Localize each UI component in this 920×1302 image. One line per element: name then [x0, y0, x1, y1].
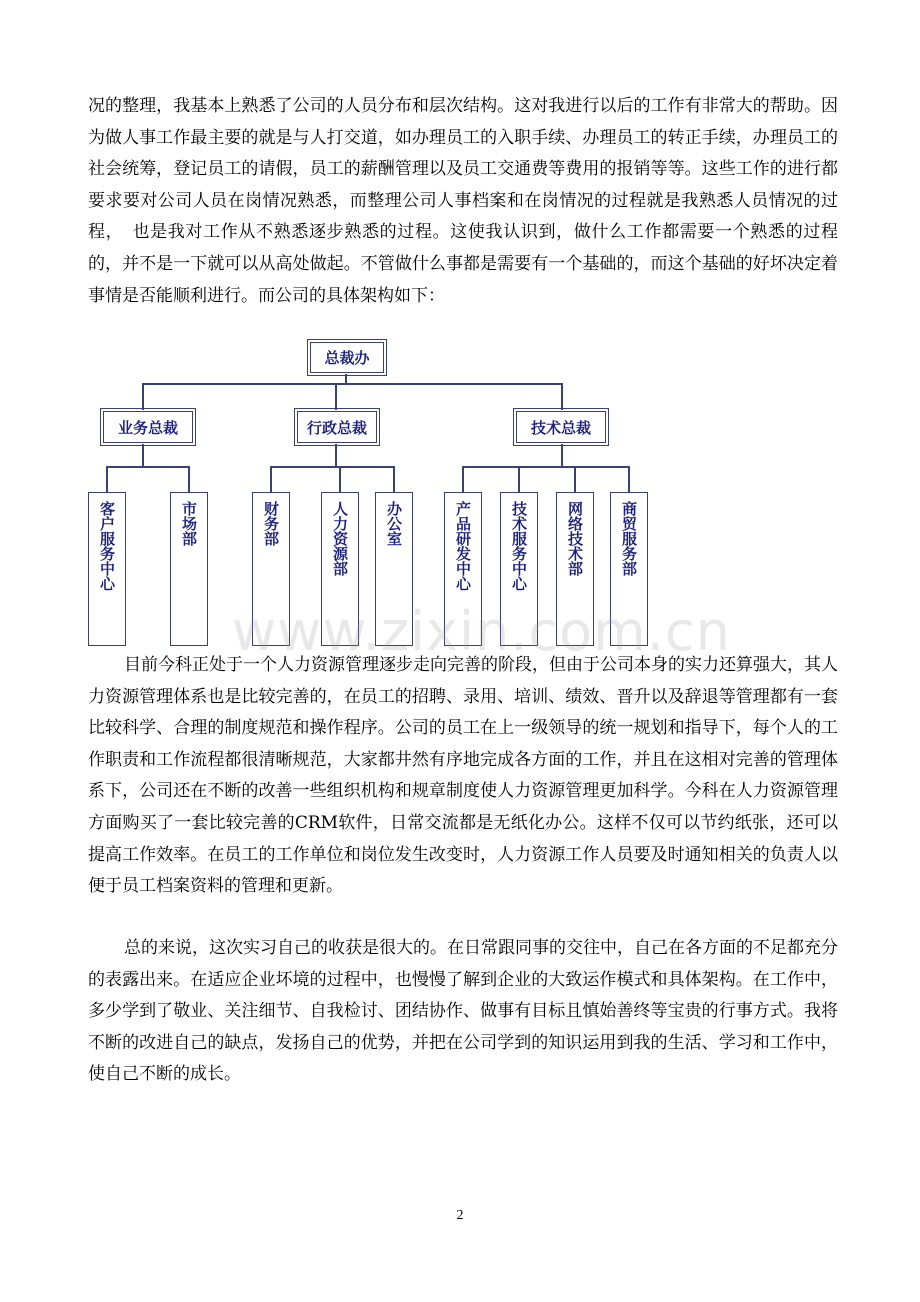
- org-node-marketing-dept: 市场部: [170, 492, 208, 646]
- connector: [142, 383, 563, 385]
- org-node-customer-service-center: 客户服务中心: [88, 492, 126, 646]
- connector: [561, 383, 563, 410]
- paragraph-2: 目前今科正处于一个人力资源管理逐步走向完善的阶段，但由于公司本身的实力还算强大，其人力资源管理体系也是比较完善的，在员工的招聘、录用、培训、绩效、晋升以及辞退等管理都有一套比较科学、合理的制度规范和操作程序。公司的员工在上一级领导的统一规划和指导下，每个人的工作职责和工作流程都很清晰规范，大家都井然有序地完成各方面的工作，并且在这相对完善的管理体系下，公司还在不断的改善一些组织机构和规章制度使人力资源管理更加科学。今科在人力资源管理方面购买了一套比较完善的CRM软件，日常交流都是无纸化办公。这样不仅可以节约纸张，还可以提高工作效率。在员工的工作单位和岗位发生改变时，人力资源工作人员要及时通知相关的负责人以便于员工档案资料的管理和更新。: [88, 655, 838, 897]
- org-node-tech-president: 技术总裁: [516, 411, 606, 443]
- org-node-office: 办公室: [375, 492, 413, 646]
- connector: [574, 466, 576, 492]
- connector: [142, 444, 144, 468]
- watermark: www.zixin.com.cn: [232, 600, 731, 663]
- connector: [335, 444, 337, 468]
- connector: [393, 466, 395, 492]
- org-node-network-tech-dept: 网络技术部: [556, 492, 594, 646]
- org-node-finance-dept: 财务部: [252, 492, 290, 646]
- connector: [518, 466, 520, 492]
- connector: [188, 466, 190, 492]
- connector: [339, 466, 341, 492]
- connector: [462, 466, 464, 492]
- connector: [270, 466, 395, 468]
- paragraph-3: 总的来说，这次实习自己的收获是很大的。在日常跟同事的交往中，自己在各方面的不足都充分的表露出来。在适应企业坏境的过程中，也慢慢了解到企业的大致运作模式和具体架构。在工作中，多少学到了敬业、关注细节、自我检讨、团结协作、做事有目标且慎始善终等宝贵的行事方式。我将不断的改进自己的缺点，发扬自己的优势，并把在公司学到的知识运用到我的生活、学习和工作中，使自己不断的成长。: [88, 938, 838, 1085]
- org-node-product-rd-center: 产品研发中心: [444, 492, 482, 646]
- connector: [106, 466, 108, 492]
- connector: [345, 374, 347, 384]
- connector: [462, 466, 630, 468]
- connector: [561, 444, 563, 468]
- paragraph-1: 况的整理，我基本上熟悉了公司的人员分布和层次结构。这对我进行以后的工作有非常大的帮助。因为做人事工作最主要的就是与人打交道，如办理员工的入职手续、办理员工的转正手续，办理员工的社会统筹，登记员工的请假，员工的薪酬管理以及员工交通费等费用的报销等等。这些工作的进行都要求要对公司人员在岗情况熟悉，而整理公司人事档案和在岗情况的过程就是我熟悉人员情况的过程， 也是我对工作从不熟悉逐步熟悉的过程。这使我认识到，做什么工作都需要一个熟悉的过程的，并不是一下就可以从高处做起。不管做什么事都是需要有一个基础的，而这个基础的好坏决定着事情是否能顺利进行。而公司的具体架构如下：: [88, 96, 838, 306]
- org-node-admin-president: 行政总裁: [297, 411, 377, 443]
- org-node-tech-service-center: 技术服务中心: [500, 492, 538, 646]
- connector: [628, 466, 630, 492]
- connector: [106, 466, 190, 468]
- connector: [335, 383, 337, 410]
- org-node-root: 总裁办: [310, 342, 384, 373]
- org-node-business-president: 业务总裁: [103, 411, 193, 443]
- connector: [142, 383, 144, 410]
- page-number: 2: [456, 1208, 464, 1223]
- connector: [270, 466, 272, 492]
- org-node-trade-service-dept: 商贸服务部: [610, 492, 648, 646]
- org-node-hr-dept: 人力资源部: [321, 492, 359, 646]
